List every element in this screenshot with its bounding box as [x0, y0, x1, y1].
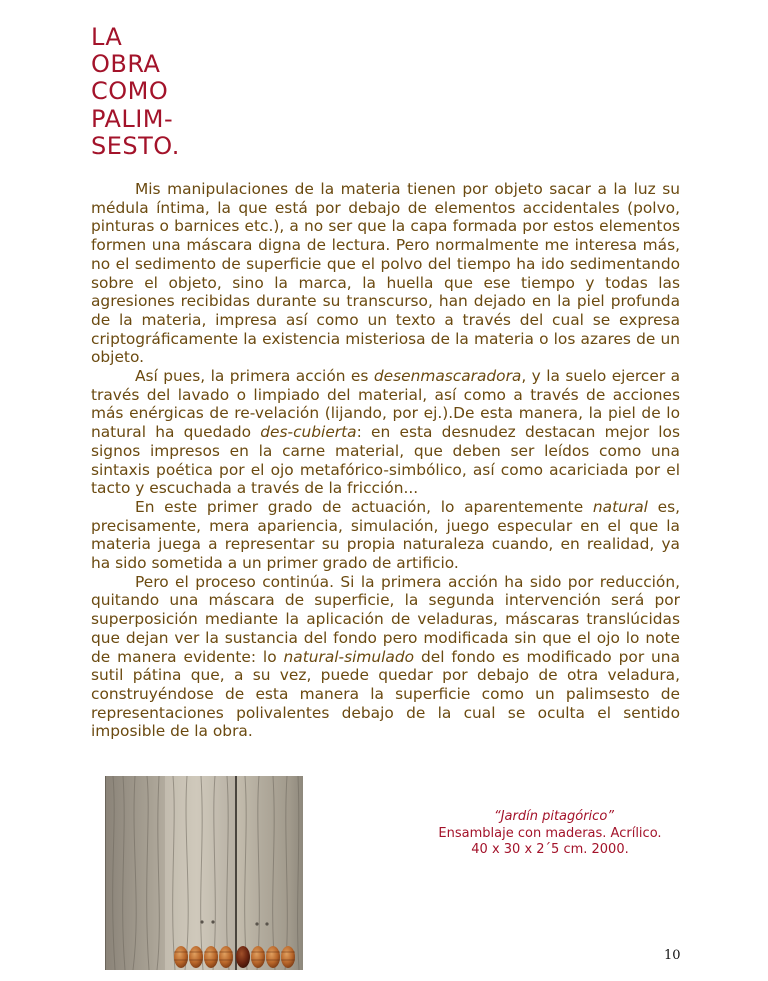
paragraph-text: , y la suelo ejercer a través del lavado o limpiado del material, así como a través de acciones más enérgicas de re-velación (lijando, por ej.).De esta manera, la piel de lo natural ha quedado	[91, 367, 681, 442]
paragraph-text: Mis manipulaciones de la materia tienen por objeto sacar a la luz su médula íntima, la que está por debajo de elementos accidentales (polvo, pinturas o barnices etc.), a no ser que la capa formada por estos elementos formen una máscara digna de lectura. Pero normalmente me interesa más, no el sedimento de superficie que el polvo del tiempo ha ido sedimentando sobre el objeto, sino la marca, la huella que ese tiempo y todas las agresiones recibidas durante su transcurso, han dejado en la piel profunda de la materia, impresa así como un texto a través del cual se expresa criptográficamente la existencia misteriosa de la materia o los azares de un objeto.	[91, 180, 680, 367]
paragraph-4	[91, 573, 680, 741]
paragraph-text: En este primer grado de actuación, lo aparentemente	[135, 497, 593, 516]
emphasis-text: natural-simulado	[283, 647, 415, 666]
paragraph-text: Así pues, la primera acción es	[135, 367, 374, 386]
paragraph-1	[91, 180, 680, 367]
caption-dimensions: 40 x 30 x 2´5 cm. 2000.	[471, 842, 629, 857]
paragraph-2	[91, 367, 680, 498]
emphasis-text: natural	[592, 497, 648, 516]
caption-title: “Jardín pitagórico”	[493, 809, 615, 824]
page-number: 10	[664, 948, 681, 963]
paragraph-text: del fondo es modificado por una sutil pátina que, a su vez, puede quedar por debajo de otra veladura, construyéndose de esta manera la superficie como un palimsesto de representaciones polivalentes debajo de la cual se oculta el sentido imposible de la obra.	[91, 647, 680, 741]
caption-materials: Ensamblaje con maderas. Acrílico.	[438, 825, 662, 841]
paragraph-text: es, precisamente, mera apariencia, simulación, juego especular en el que la materia juega a representar su propia naturaleza cuando, en realidad, ya ha sido sometida a un primer grado de artificio.	[91, 497, 680, 573]
title-line: COMO	[91, 77, 169, 106]
title-line: LA	[91, 23, 123, 51]
paragraph-text: : en esta desnudez destacan mejor los signos impresos en la carne material, que deben ser leídos como una sintaxis poética por el ojo metafórico-simbólico, así como acariciada por el tacto y escuchada a través de la fricción...	[91, 423, 680, 498]
title-line: SESTO.	[91, 131, 180, 160]
artwork-photo	[105, 776, 303, 970]
title-line: OBRA	[91, 50, 161, 79]
body-text	[91, 180, 680, 741]
chapter-title	[91, 24, 180, 160]
title-line: PALIM-	[91, 104, 174, 133]
emphasis-text: des-cubierta	[260, 423, 357, 442]
paragraph-text: Pero el proceso continúa. Si la primera acción ha sido por reducción, quitando una máscara de superficie, la segunda intervención será por superposición mediante la aplicación de veladuras, máscaras translúcidas que dejan ver la sustancia del fondo pero modificada sin que el ojo lo note de manera evidente: lo	[91, 572, 680, 666]
paragraph-3	[91, 498, 680, 573]
artwork-caption	[420, 809, 680, 859]
emphasis-text: desenmascaradora	[373, 367, 522, 386]
wood-assemblage-image	[105, 776, 303, 970]
